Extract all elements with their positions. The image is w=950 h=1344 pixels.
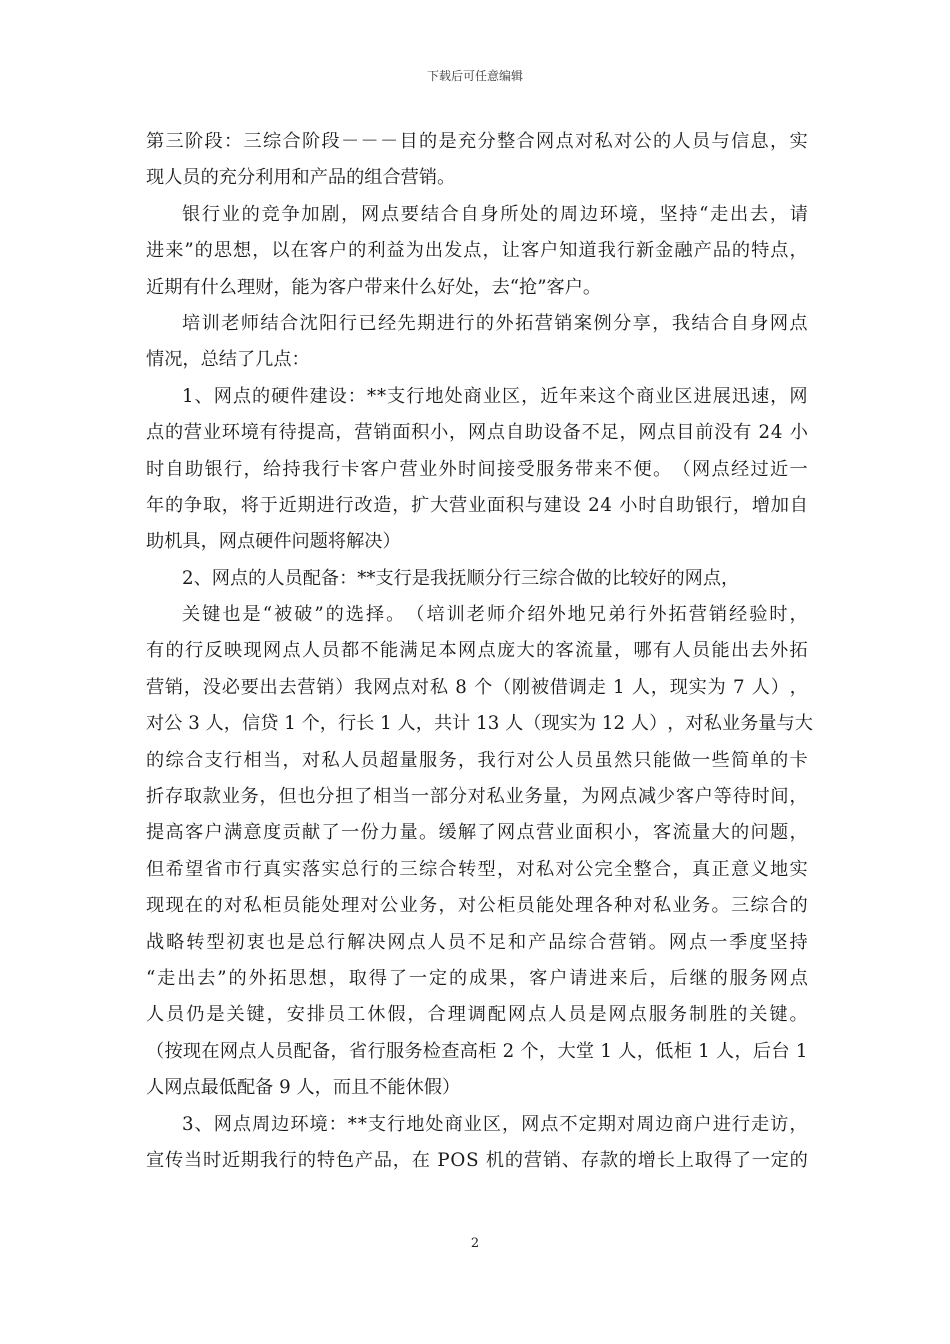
text-line: 助机具，网点硬件问题将解决） [146, 531, 401, 553]
text-line: 点 的 营 业 环 境 有 待 提 高 ， 营 销 面 积 小 ， 网 点 自 助 设 备 不 足 ， 网 点 目 前 没 有 2 4 小 [146, 422, 808, 444]
text-line: 1 、 网 点 的 硬 件 建 设 ： * * 支 行 地 处 商 业 区 ， 近 年 来 这 个 商 业 区 进 展 迅 速 ， 网 [182, 385, 808, 407]
text-line: 现人员的充分利用和产品的组合营销。 [146, 167, 456, 189]
text-line: 战 略 转 型 初 衷 也 是 总 行 解 决 网 点 人 员 不 足 和 产 品 综 合 营 销 。 网 点 一 季 度 坚 持 [146, 931, 808, 953]
text-line: 进 来 ” 的 思 想 ， 以 在 客 户 的 利 益 为 出 发 点 ， 让 客 户 知 道 我 行 新 金 融 产 品 的 特 点 ， [146, 240, 808, 262]
text-line: 人网点最低配备 9 人，而且不能休假） [146, 1077, 461, 1099]
text-line: 时 自 助 银 行 ， 给 持 我 行 卡 客 户 营 业 外 时 间 接 受 服 务 带 来 不 便 。 （ 网 点 经 过 近 一 [146, 458, 808, 480]
text-line: 但 希 望 省 市 行 真 实 落 实 总 行 的 三 综 合 转 型 ， 对 私 对 公 完 全 整 合 ， 真 正 意 义 地 实 [146, 858, 808, 880]
text-line: 营 销 ， 没 必 要 出 去 营 销 ） 我 网 点 对 私 8 个 （ 刚 被 借 调 走 1 人 ， 现 实 为 7 人 ） ， [146, 676, 808, 698]
text-line: 银 行 业 的 竞 争 加 剧 ， 网 点 要 结 合 自 身 所 处 的 周 边 环 境 ， 坚 持 “ 走 出 去 ， 请 [182, 203, 808, 225]
text-line: 培 训 老 师 结 合 沈 阳 行 已 经 先 期 进 行 的 外 拓 营 销 案 例 分 享 ， 我 结 合 自 身 网 点 [182, 312, 808, 334]
text-line: 情况，总结了几点： [146, 349, 310, 371]
text-line: 关 键 也 是 “ 被 破 ” 的 选 择 。 （ 培 训 老 师 介 绍 外 地 兄 弟 行 外 拓 营 销 经 验 时 ， [182, 604, 808, 626]
text-line: 提 高 客 户 满 意 度 贡 献 了 一 份 力 量 。 缓 解 了 网 点 营 业 面 积 小 ， 客 流 量 大 的 问 题 ， [146, 822, 808, 844]
page-header: 下载后可任意编辑 [426, 69, 523, 83]
text-line: 宣 传 当 时 近 期 我 行 的 特 色 产 品 ， 在 P O S 机 的 营 销 、 存 款 的 增 长 上 取 得 了 一 定 的 [146, 1149, 808, 1171]
text-line: 2、网点的人员配备：**支行是我抚顺分行三综合做的比较好的网点， [182, 567, 740, 589]
text-line: 3 、 网 点 周 边 环 境 ： * * 支 行 地 处 商 业 区 ， 网 点 不 定 期 对 周 边 商 户 进 行 走 访 ， [182, 1113, 808, 1135]
text-line: 近期有什么理财，能为客户带来什么好处，去“抢”客户。 [146, 276, 602, 298]
page-number: 2 [470, 1236, 480, 1251]
text-line: 现 现 在 的 对 私 柜 员 能 处 理 对 公 业 务 ， 对 公 柜 员 能 处 理 各 种 对 私 业 务 。 三 综 合 的 [146, 895, 808, 917]
text-line: 对 公 3 人 ， 信 贷 1 个 ， 行 长 1 人 ， 共 计 1 3 人 （ 现 实 为 1 2 人 ） ， 对 私 业 务 量 与 大 [146, 713, 813, 735]
text-line: 第 三 阶 段 ： 三 综 合 阶 段 － － － 目 的 是 充 分 整 合 网 点 对 私 对 公 的 人 员 与 信 息 ， 实 [146, 131, 808, 152]
text-line: 的 综 合 支 行 相 当 ， 对 私 人 员 超 量 服 务 ， 我 行 对 公 人 员 虽 然 只 能 做 一 些 简 单 的 卡 [146, 749, 808, 771]
text-line: 有 的 行 反 映 现 网 点 人 员 都 不 能 满 足 本 网 点 庞 大 的 客 流 量 ， 哪 有 人 员 能 出 去 外 拓 [146, 640, 808, 662]
text-line: 折 存 取 款 业 务 ， 但 也 分 担 了 相 当 一 部 分 对 私 业 务 量 ， 为 网 点 减 少 客 户 等 待 时 间 ， [146, 786, 808, 808]
text-line: （ 按 现 在 网 点 人 员 配 备 ， 省 行 服 务 检 查 高 柜 2 个 ， 大 堂 1 人 ， 低 柜 1 人 ， 后 台 1 [146, 1040, 808, 1062]
text-line: 年 的 争 取 ， 将 于 近 期 进 行 改 造 ， 扩 大 营 业 面 积 与 建 设 2 4 小 时 自 助 银 行 ， 增 加 自 [146, 494, 808, 516]
text-line: 人 员 仍 是 关 键 ， 安 排 员 工 休 假 ， 合 理 调 配 网 点 人 员 是 网 点 服 务 制 胜 的 关 键 。 [146, 1004, 808, 1026]
text-line: “ 走 出 去 ” 的 外 拓 思 想 ， 取 得 了 一 定 的 成 果 ， 客 户 请 进 来 后 ， 后 继 的 服 务 网 点 [146, 967, 808, 989]
document-body [146, 124, 813, 1179]
